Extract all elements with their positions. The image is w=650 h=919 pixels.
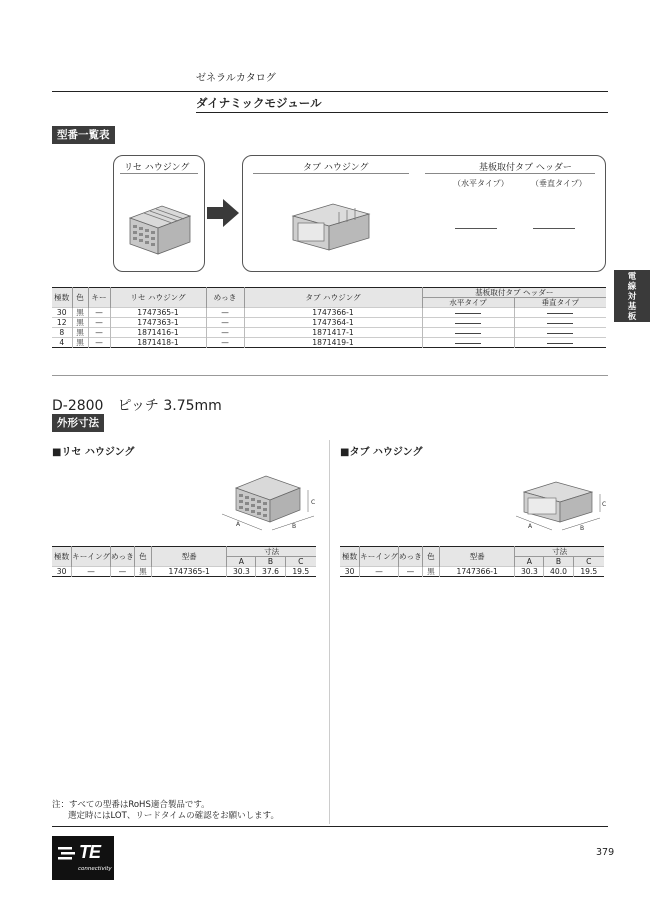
svg-text:C: C — [602, 501, 607, 508]
cell-plating: — — [206, 328, 244, 338]
cell-key: — — [88, 308, 110, 318]
header-dim-a: A — [515, 557, 544, 567]
cell-horizontal — [422, 308, 514, 318]
not-available-dash — [533, 228, 575, 229]
table-row — [52, 318, 606, 328]
table-row — [52, 567, 316, 577]
cell-horizontal — [422, 338, 514, 348]
catalog-title: ゼネラルカタログ — [196, 73, 276, 84]
divider — [253, 173, 409, 174]
cell-keying: — — [360, 567, 399, 577]
header-poles: 極数 — [340, 547, 360, 567]
cell-poles: 30 — [52, 567, 72, 577]
cell-color: 黒 — [72, 338, 88, 348]
cell-key: — — [88, 328, 110, 338]
cell-poles: 30 — [52, 308, 72, 318]
side-tab-char: 電 — [627, 272, 637, 282]
cell-key: — — [88, 338, 110, 348]
te-logo-mark — [58, 845, 78, 861]
receptacle-dimension-drawing — [216, 470, 320, 536]
header-rule — [52, 91, 608, 92]
cell-tab: 1747366-1 — [244, 308, 422, 318]
cell-poles: 8 — [52, 328, 72, 338]
header-poles: 極数 — [52, 547, 72, 567]
cell-receptacle: 1747365-1 — [110, 308, 206, 318]
cell-horizontal — [422, 318, 514, 328]
header-dimensions: 寸法 — [227, 547, 316, 557]
vertical-type-label: （垂直タイプ） — [531, 179, 587, 188]
footnote-line-1: 注：すべての型番はRoHS適合製品です。 — [52, 800, 210, 810]
header-dim-b: B — [544, 557, 573, 567]
cell-plating: — — [206, 308, 244, 318]
side-tab-char: 基 — [627, 302, 637, 312]
page-number: 379 — [596, 847, 615, 858]
footnote — [52, 800, 279, 822]
receptacle-dimension-table — [52, 546, 316, 577]
cell-color: 黒 — [134, 567, 151, 577]
table-row — [52, 328, 606, 338]
cell-part-number: 1747365-1 — [152, 567, 227, 577]
table-row — [52, 308, 606, 318]
svg-text:A: A — [528, 523, 533, 530]
tab-dimension-drawing — [512, 476, 608, 536]
te-logo-sub: connectivity — [78, 866, 112, 872]
header-part-number: 型番 — [440, 547, 515, 567]
header-pcb-header: 基板取付タブ ヘッダー — [422, 288, 606, 298]
cell-plating: — — [399, 567, 423, 577]
header-dimensions: 寸法 — [515, 547, 604, 557]
cell-vertical — [514, 308, 606, 318]
cell-poles: 30 — [340, 567, 360, 577]
cell-dim-a: 30.3 — [515, 567, 544, 577]
header-plating: めっき — [111, 547, 135, 567]
cell-vertical — [514, 318, 606, 328]
cell-plating: — — [206, 338, 244, 348]
tab-box-title: タブ ハウジング — [303, 163, 369, 173]
cell-tab: 1871417-1 — [244, 328, 422, 338]
cell-tab: 1871419-1 — [244, 338, 422, 348]
header-horizontal: 水平タイプ — [422, 298, 514, 308]
table-row — [52, 338, 606, 348]
cell-color: 黒 — [72, 308, 88, 318]
cell-color: 黒 — [72, 328, 88, 338]
divider — [425, 173, 595, 174]
cell-dim-c: 19.5 — [573, 567, 604, 577]
not-available-dash — [455, 228, 497, 229]
footnote-line-2: 選定時にはLOT、リードタイムの確認をお願いします。 — [68, 811, 279, 821]
cell-vertical — [514, 338, 606, 348]
cell-part-number: 1747366-1 — [440, 567, 515, 577]
receptacle-housing-image — [124, 198, 196, 256]
divider — [120, 173, 198, 174]
header-dim-c: C — [285, 557, 316, 567]
header-color: 色 — [72, 288, 88, 308]
cell-tab: 1747364-1 — [244, 318, 422, 328]
cell-receptacle: 1747363-1 — [110, 318, 206, 328]
table-row — [340, 567, 604, 577]
header-dim-c: C — [573, 557, 604, 567]
part-list-table — [52, 287, 606, 348]
header-dim-a: A — [227, 557, 256, 567]
receptacle-box — [113, 155, 205, 272]
header-color: 色 — [422, 547, 439, 567]
svg-text:A: A — [236, 521, 241, 528]
column-divider — [329, 440, 330, 824]
part-list-tag: 型番一覧表 — [52, 126, 115, 144]
header-dim-b: B — [256, 557, 285, 567]
cell-dim-b: 37.6 — [256, 567, 285, 577]
header-poles: 極数 — [52, 288, 72, 308]
header-part-number: 型番 — [152, 547, 227, 567]
cell-vertical — [514, 328, 606, 338]
section-rule — [52, 375, 608, 376]
title-underline — [196, 112, 608, 113]
horizontal-type-label: （水平タイプ） — [453, 179, 509, 188]
cell-poles: 4 — [52, 338, 72, 348]
header-receptacle: リセ ハウジング — [110, 288, 206, 308]
series-title: D-2800 ピッチ 3.75mm — [52, 398, 222, 414]
tab-housing-image — [289, 198, 375, 254]
tab-dimension-table — [340, 546, 604, 577]
arrow-right-icon — [207, 199, 239, 227]
receptacle-box-title: リセ ハウジング — [124, 163, 190, 173]
header-keying: キーイング — [72, 547, 111, 567]
cell-dim-c: 19.5 — [285, 567, 316, 577]
side-tab-char: 線 — [627, 282, 637, 292]
cell-keying: — — [72, 567, 111, 577]
header-plating: めっき — [206, 288, 244, 308]
cell-dim-b: 40.0 — [544, 567, 573, 577]
cell-color: 黒 — [72, 318, 88, 328]
receptacle-heading: ■リセ ハウジング — [52, 447, 135, 458]
svg-text:B: B — [292, 523, 297, 530]
side-tab-wire-to-board[interactable] — [614, 270, 650, 322]
side-tab-char: 対 — [627, 292, 637, 302]
tab-heading: ■タブ ハウジング — [340, 447, 423, 458]
te-logo — [52, 836, 114, 880]
header-keying: キーイング — [360, 547, 399, 567]
header-color: 色 — [134, 547, 151, 567]
header-vertical: 垂直タイプ — [514, 298, 606, 308]
side-tab-char: 板 — [627, 312, 637, 322]
dimensions-tag: 外形寸法 — [52, 414, 104, 432]
te-logo-text: TE — [79, 842, 101, 862]
cell-plating: — — [111, 567, 135, 577]
header-tab: タブ ハウジング — [244, 288, 422, 308]
cell-key: — — [88, 318, 110, 328]
svg-text:B: B — [580, 525, 585, 532]
svg-text:C: C — [311, 499, 316, 506]
cell-receptacle: 1871416-1 — [110, 328, 206, 338]
cell-plating: — — [206, 318, 244, 328]
header-plating: めっき — [399, 547, 423, 567]
cell-dim-a: 30.3 — [227, 567, 256, 577]
header-box-title: 基板取付タブ ヘッダー — [479, 163, 572, 173]
tab-header-box — [242, 155, 606, 272]
cell-receptacle: 1871418-1 — [110, 338, 206, 348]
cell-poles: 12 — [52, 318, 72, 328]
cell-horizontal — [422, 328, 514, 338]
header-key: キー — [88, 288, 110, 308]
cell-color: 黒 — [422, 567, 439, 577]
footer-rule — [52, 826, 608, 827]
module-title: ダイナミックモジュール — [196, 96, 322, 110]
